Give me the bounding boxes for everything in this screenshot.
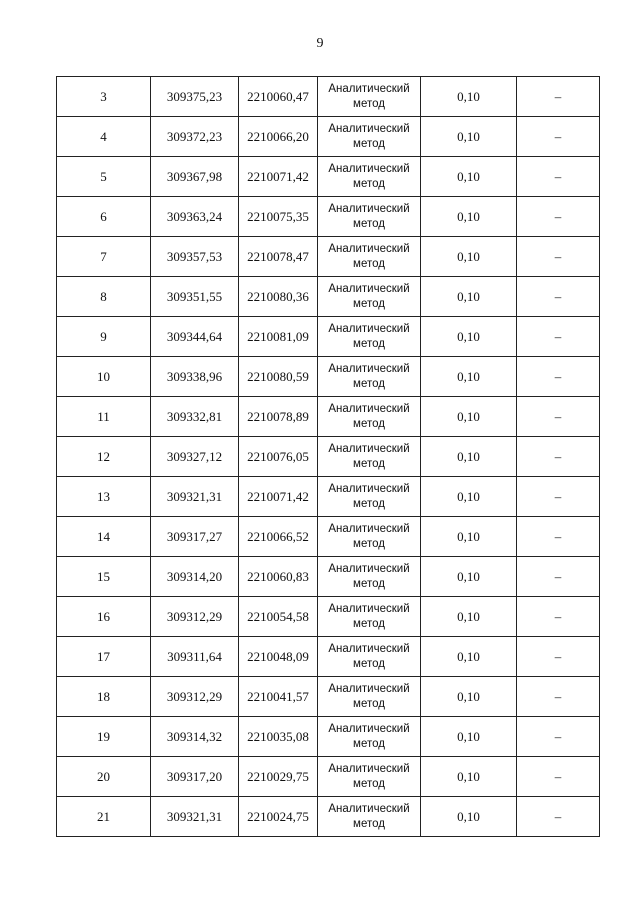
method-line-2: метод xyxy=(353,697,385,710)
accuracy-cell: 0,10 xyxy=(421,717,517,757)
y-coordinate-cell: 2210075,35 xyxy=(239,197,318,237)
method-line-2: метод xyxy=(353,257,385,270)
y-coordinate-cell: 2210071,42 xyxy=(239,477,318,517)
accuracy-cell: 0,10 xyxy=(421,437,517,477)
point-number-cell: 16 xyxy=(57,597,151,637)
method-line-1: Аналитический xyxy=(328,682,410,695)
x-coordinate-cell: 309321,31 xyxy=(151,797,239,837)
note-cell: – xyxy=(517,637,600,677)
point-number-cell: 13 xyxy=(57,477,151,517)
accuracy-cell: 0,10 xyxy=(421,517,517,557)
method-line-2: метод xyxy=(353,337,385,350)
note-cell: – xyxy=(517,557,600,597)
accuracy-cell: 0,10 xyxy=(421,557,517,597)
x-coordinate-cell: 309332,81 xyxy=(151,397,239,437)
method-line-2: метод xyxy=(353,457,385,470)
y-coordinate-cell: 2210054,58 xyxy=(239,597,318,637)
method-line-1: Аналитический xyxy=(328,202,410,215)
point-number-cell: 6 xyxy=(57,197,151,237)
point-number-cell: 17 xyxy=(57,637,151,677)
note-cell: – xyxy=(517,77,600,117)
y-coordinate-cell: 2210081,09 xyxy=(239,317,318,357)
note-cell: – xyxy=(517,757,600,797)
method-line-2: метод xyxy=(353,297,385,310)
y-coordinate-cell: 2210066,20 xyxy=(239,117,318,157)
note-cell: – xyxy=(517,357,600,397)
accuracy-cell: 0,10 xyxy=(421,597,517,637)
point-number-cell: 10 xyxy=(57,357,151,397)
x-coordinate-cell: 309351,55 xyxy=(151,277,239,317)
method-line-2: метод xyxy=(353,577,385,590)
method-line-1: Аналитический xyxy=(328,242,410,255)
point-number-cell: 18 xyxy=(57,677,151,717)
accuracy-cell: 0,10 xyxy=(421,397,517,437)
y-coordinate-cell: 2210066,52 xyxy=(239,517,318,557)
x-coordinate-cell: 309338,96 xyxy=(151,357,239,397)
note-cell: – xyxy=(517,397,600,437)
method-cell xyxy=(318,437,421,477)
y-coordinate-cell: 2210060,47 xyxy=(239,77,318,117)
accuracy-cell: 0,10 xyxy=(421,117,517,157)
table-row xyxy=(57,517,600,557)
method-cell xyxy=(318,277,421,317)
y-coordinate-cell: 2210048,09 xyxy=(239,637,318,677)
accuracy-cell: 0,10 xyxy=(421,477,517,517)
point-number-cell: 5 xyxy=(57,157,151,197)
accuracy-cell: 0,10 xyxy=(421,277,517,317)
method-line-1: Аналитический xyxy=(328,722,410,735)
note-cell: – xyxy=(517,517,600,557)
accuracy-cell: 0,10 xyxy=(421,237,517,277)
y-coordinate-cell: 2210029,75 xyxy=(239,757,318,797)
table-row xyxy=(57,797,600,837)
page-number: 9 xyxy=(316,36,324,51)
method-line-2: метод xyxy=(353,617,385,630)
note-cell: – xyxy=(517,677,600,717)
y-coordinate-cell: 2210076,05 xyxy=(239,437,318,477)
x-coordinate-cell: 309372,23 xyxy=(151,117,239,157)
accuracy-cell: 0,10 xyxy=(421,797,517,837)
method-cell xyxy=(318,77,421,117)
y-coordinate-cell: 2210041,57 xyxy=(239,677,318,717)
x-coordinate-cell: 309321,31 xyxy=(151,477,239,517)
note-cell: – xyxy=(517,797,600,837)
table-row xyxy=(57,157,600,197)
method-line-2: метод xyxy=(353,777,385,790)
point-number-cell: 4 xyxy=(57,117,151,157)
x-coordinate-cell: 309357,53 xyxy=(151,237,239,277)
note-cell: – xyxy=(517,237,600,277)
method-cell xyxy=(318,157,421,197)
method-cell xyxy=(318,237,421,277)
point-number-cell: 12 xyxy=(57,437,151,477)
note-cell: – xyxy=(517,277,600,317)
x-coordinate-cell: 309314,32 xyxy=(151,717,239,757)
method-cell xyxy=(318,517,421,557)
point-number-cell: 20 xyxy=(57,757,151,797)
method-line-1: Аналитический xyxy=(328,482,410,495)
note-cell: – xyxy=(517,157,600,197)
x-coordinate-cell: 309314,20 xyxy=(151,557,239,597)
table-row xyxy=(57,477,600,517)
method-line-1: Аналитический xyxy=(328,282,410,295)
point-number-cell: 9 xyxy=(57,317,151,357)
point-number-cell: 3 xyxy=(57,77,151,117)
x-coordinate-cell: 309363,24 xyxy=(151,197,239,237)
method-cell xyxy=(318,677,421,717)
method-line-1: Аналитический xyxy=(328,762,410,775)
method-line-2: метод xyxy=(353,537,385,550)
x-coordinate-cell: 309327,12 xyxy=(151,437,239,477)
table-row xyxy=(57,597,600,637)
note-cell: – xyxy=(517,117,600,157)
method-cell xyxy=(318,397,421,437)
method-line-1: Аналитический xyxy=(328,362,410,375)
method-cell xyxy=(318,597,421,637)
method-line-1: Аналитический xyxy=(328,122,410,135)
method-line-2: метод xyxy=(353,137,385,150)
y-coordinate-cell: 2210080,59 xyxy=(239,357,318,397)
point-number-cell: 7 xyxy=(57,237,151,277)
method-line-1: Аналитический xyxy=(328,642,410,655)
y-coordinate-cell: 2210035,08 xyxy=(239,717,318,757)
method-line-1: Аналитический xyxy=(328,522,410,535)
x-coordinate-cell: 309312,29 xyxy=(151,677,239,717)
note-cell: – xyxy=(517,717,600,757)
accuracy-cell: 0,10 xyxy=(421,357,517,397)
method-line-2: метод xyxy=(353,217,385,230)
table-body xyxy=(57,77,600,837)
method-line-1: Аналитический xyxy=(328,162,410,175)
method-cell xyxy=(318,757,421,797)
table-row xyxy=(57,397,600,437)
note-cell: – xyxy=(517,597,600,637)
y-coordinate-cell: 2210060,83 xyxy=(239,557,318,597)
y-coordinate-cell: 2210078,47 xyxy=(239,237,318,277)
point-number-cell: 14 xyxy=(57,517,151,557)
method-line-2: метод xyxy=(353,657,385,670)
table-row xyxy=(57,557,600,597)
table-row xyxy=(57,677,600,717)
accuracy-cell: 0,10 xyxy=(421,677,517,717)
method-line-2: метод xyxy=(353,177,385,190)
x-coordinate-cell: 309344,64 xyxy=(151,317,239,357)
table-row xyxy=(57,757,600,797)
accuracy-cell: 0,10 xyxy=(421,637,517,677)
x-coordinate-cell: 309367,98 xyxy=(151,157,239,197)
table-row xyxy=(57,77,600,117)
x-coordinate-cell: 309375,23 xyxy=(151,77,239,117)
coordinates-table xyxy=(56,76,600,837)
y-coordinate-cell: 2210071,42 xyxy=(239,157,318,197)
accuracy-cell: 0,10 xyxy=(421,197,517,237)
y-coordinate-cell: 2210080,36 xyxy=(239,277,318,317)
method-cell xyxy=(318,357,421,397)
method-cell xyxy=(318,477,421,517)
point-number-cell: 8 xyxy=(57,277,151,317)
point-number-cell: 21 xyxy=(57,797,151,837)
point-number-cell: 11 xyxy=(57,397,151,437)
note-cell: – xyxy=(517,197,600,237)
table-row xyxy=(57,717,600,757)
method-line-2: метод xyxy=(353,817,385,830)
method-line-2: метод xyxy=(353,737,385,750)
note-cell: – xyxy=(517,317,600,357)
method-cell xyxy=(318,317,421,357)
x-coordinate-cell: 309317,27 xyxy=(151,517,239,557)
point-number-cell: 15 xyxy=(57,557,151,597)
method-cell xyxy=(318,557,421,597)
accuracy-cell: 0,10 xyxy=(421,757,517,797)
note-cell: – xyxy=(517,477,600,517)
method-line-1: Аналитический xyxy=(328,562,410,575)
table-row xyxy=(57,197,600,237)
method-line-1: Аналитический xyxy=(328,322,410,335)
y-coordinate-cell: 2210024,75 xyxy=(239,797,318,837)
x-coordinate-cell: 309312,29 xyxy=(151,597,239,637)
table-row xyxy=(57,437,600,477)
method-line-2: метод xyxy=(353,417,385,430)
table-row xyxy=(57,637,600,677)
y-coordinate-cell: 2210078,89 xyxy=(239,397,318,437)
accuracy-cell: 0,10 xyxy=(421,77,517,117)
method-line-2: метод xyxy=(353,497,385,510)
table-row xyxy=(57,277,600,317)
method-line-1: Аналитический xyxy=(328,442,410,455)
method-cell xyxy=(318,197,421,237)
method-line-1: Аналитический xyxy=(328,82,410,95)
table-row xyxy=(57,357,600,397)
method-line-1: Аналитический xyxy=(328,602,410,615)
method-line-2: метод xyxy=(353,377,385,390)
table-row xyxy=(57,117,600,157)
method-cell xyxy=(318,797,421,837)
table-row xyxy=(57,317,600,357)
note-cell: – xyxy=(517,437,600,477)
table-row xyxy=(57,237,600,277)
accuracy-cell: 0,10 xyxy=(421,157,517,197)
x-coordinate-cell: 309317,20 xyxy=(151,757,239,797)
x-coordinate-cell: 309311,64 xyxy=(151,637,239,677)
accuracy-cell: 0,10 xyxy=(421,317,517,357)
point-number-cell: 19 xyxy=(57,717,151,757)
method-line-1: Аналитический xyxy=(328,402,410,415)
method-line-1: Аналитический xyxy=(328,802,410,815)
method-line-2: метод xyxy=(353,97,385,110)
method-cell xyxy=(318,637,421,677)
method-cell xyxy=(318,717,421,757)
method-cell xyxy=(318,117,421,157)
